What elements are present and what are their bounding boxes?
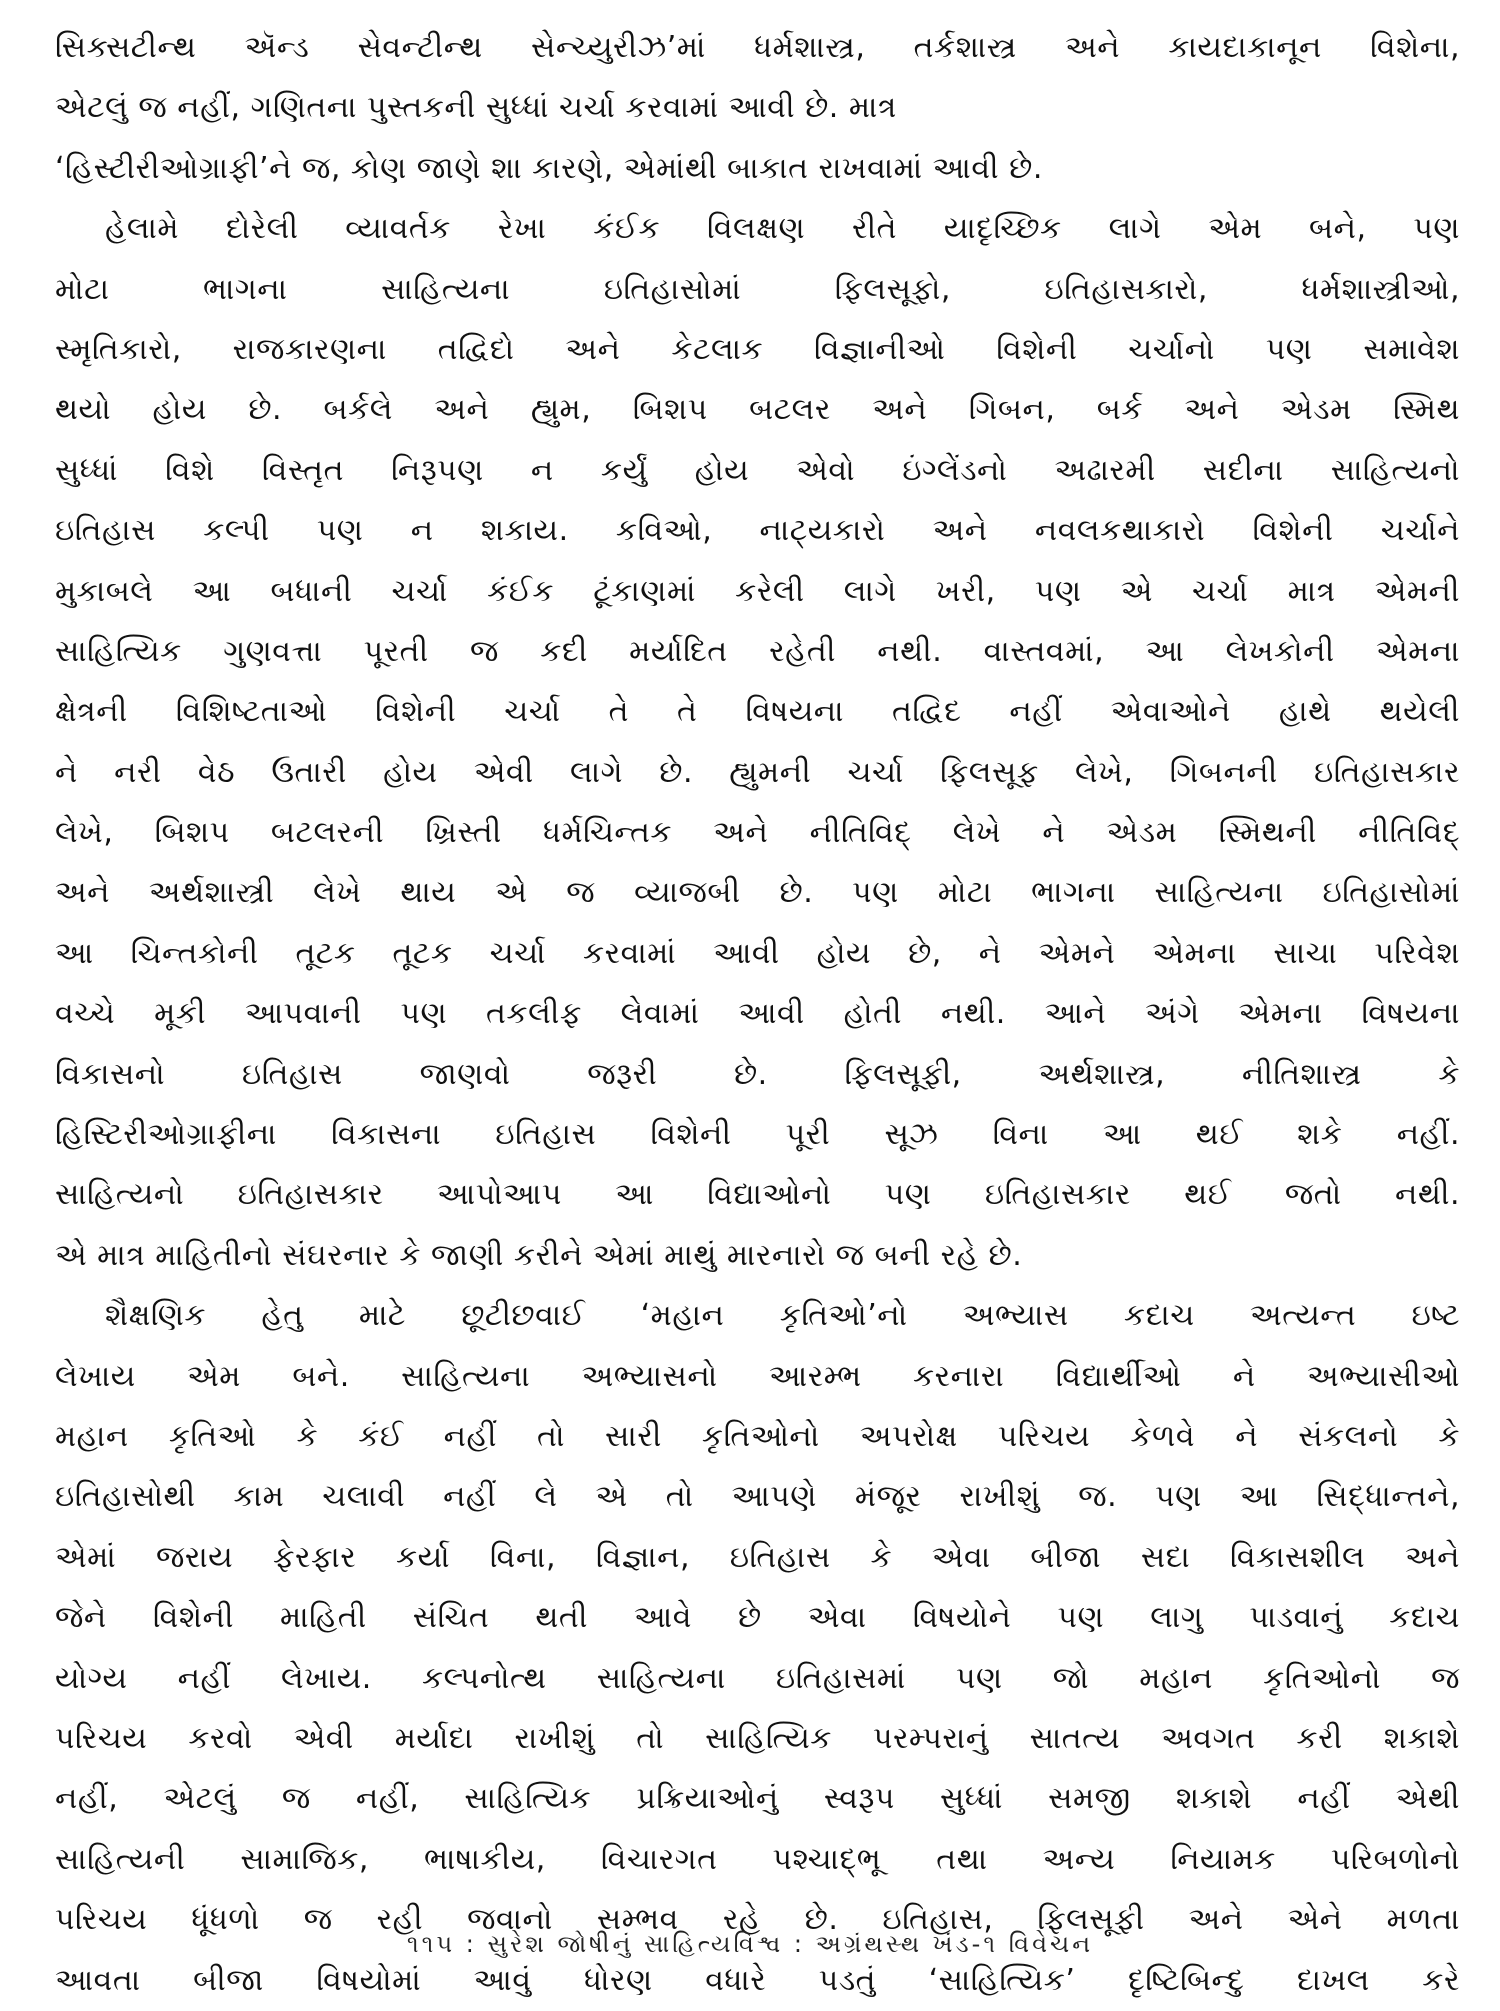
text-line: સ્મૃતિકારો, રાજકારણના તદ્વિદો અને કેટલાક વિજ્ઞાનીઓ વિશેની ચર્ચાનો પણ સમાવેશ xyxy=(55,331,1460,367)
text-line: એમાં જરાય ફેરફાર કર્યા વિના, વિજ્ઞાન, ઇતિહાસ કે એવા બીજા સદા વિકાસશીલ અને xyxy=(55,1539,1460,1575)
text-line: ને નરી વેઠ ઉતારી હોય એવી લાગે છે. હ્યુમની ચર્ચા ફિલસૂફ લેખે, ગિબનની ઇતિહાસકાર xyxy=(55,754,1460,790)
text-line: થયો હોય છે. બર્કલે અને હ્યુમ, બિશપ બટલર અને ગિબન, બર્ક અને એડમ સ્મિથ xyxy=(55,392,1460,428)
text-line: શૈક્ષણિક હેતુ માટે છૂટીછવાઈ ‘મહાન કૃતિઓ’નો અભ્યાસ કદાચ અત્યન્ત ઇષ્ટ xyxy=(105,1298,1460,1334)
text-line: અને અર્થશાસ્ત્રી લેખે થાય એ જ વ્યાજબી છે. પણ મોટા ભાગના સાહિત્યના ઇતિહાસોમાં xyxy=(55,875,1460,911)
text-line: મહાન કૃતિઓ કે કંઈ નહીં તો સારી કૃતિઓનો અપરોક્ષ પરિચય કેળવે ને સંકલનો કે xyxy=(55,1418,1460,1454)
text-line: લેખાય એમ બને. સાહિત્યના અભ્યાસનો આરમ્ભ કરનારા વિદ્યાર્થીઓ ને અભ્યાસીઓ xyxy=(55,1358,1460,1394)
text-line: મોટા ભાગના સાહિત્યના ઇતિહાસોમાં ફિલસૂફો, ઇતિહાસકારો, ધર્મશાસ્ત્રીઓ, xyxy=(55,271,1460,307)
text-line: મુકાબલે આ બધાની ચર્ચા કંઈક ટૂંકાણમાં કરેલી લાગે ખરી, પણ એ ચર્ચા માત્ર એમની xyxy=(55,573,1460,609)
text-line: આવતા બીજા વિષયોમાં આવું ધોરણ વધારે પડતું ‘સાહિત્યિક’ દૃષ્ટિબિન્દુ દાખલ કરે xyxy=(55,1962,1460,1998)
text-line: એટલું જ નહીં, ગણિતના પુસ્તકની સુધ્ધાં ચર્ચા કરવામાં આવી છે. માત્ર xyxy=(55,90,897,126)
text-line: સિક્સટીન્થ ઍન્ડ સેવન્ટીન્થ સેન્ચ્યુરીઝ’માં ધર્મશાસ્ત્ર, તર્કશાસ્ત્ર અને કાયદાકાનૂન વિશેના, xyxy=(55,30,1460,65)
text-line: હેલામે દોરેલી વ્યાવર્તક રેખા કંઈક વિલક્ષણ રીતે યાદૃચ્છિક લાગે એમ બને, પણ xyxy=(105,211,1460,247)
text-line: વચ્ચે મૂકી આપવાની પણ તકલીફ લેવામાં આવી હોતી નથી. આને અંગે એમના વિષયના xyxy=(55,996,1460,1032)
text-line: આ ચિન્તકોની તૂટક તૂટક ચર્ચા કરવામાં આવી હોય છે, ને એમને એમના સાચા પરિવેશ xyxy=(55,935,1460,971)
text-line: એ માત્ર માહિતીનો સંઘરનાર કે જાણી કરીને એમાં માથું મારનારો જ બની રહે છે. xyxy=(55,1237,1023,1273)
text-line: સાહિત્યનો ઇતિહાસકાર આપોઆપ આ વિદ્યાઓનો પણ ઇતિહાસકાર થઈ જતો નથી. xyxy=(55,1177,1460,1213)
text-line: ‘હિસ્ટીરીઓગ્રાફી’ને જ, કોણ જાણે શા કારણે, એમાંથી બાકાત રાખવામાં આવી છે. xyxy=(55,150,1043,186)
text-line: સુધ્ધાં વિશે વિસ્તૃત નિરૂપણ ન કર્યું હોય એવો ઇંગ્લેંડનો અઢારમી સદીના સાહિત્યનો xyxy=(55,452,1460,488)
text-line: જેને વિશેની માહિતી સંચિત થતી આવે છે એવા વિષયોને પણ લાગુ પાડવાનું કદાચ xyxy=(55,1600,1460,1636)
page-footer: ૧૧૫ : સુરેશ જોષીનું સાહિત્યવિશ્વ : અગ્રંથસ્થ ખંડ-૧ વિવેચન xyxy=(406,1930,1094,1958)
text-line: યોગ્ય નહીં લેખાય. કલ્પનોત્થ સાહિત્યના ઇતિહાસમાં પણ જો મહાન કૃતિઓનો જ xyxy=(55,1660,1460,1696)
text-line: ઇતિહાસોથી કામ ચલાવી નહીં લે એ તો આપણે મંજૂર રાખીશું જ. પણ આ સિદ્ધાન્તને, xyxy=(55,1479,1460,1515)
text-line: નહીં, એટલું જ નહીં, સાહિત્યિક પ્રક્રિયાઓનું સ્વરૂપ સુધ્ધાં સમજી શકાશે નહીં એથી xyxy=(55,1781,1460,1817)
text-line: લેખે, બિશપ બટલરની ખ્રિસ્તી ધર્મચિન્તક અને નીતિવિદ્ લેખે ને એડમ સ્મિથની નીતિવિદ્ xyxy=(55,815,1460,851)
text-line: ક્ષેત્રની વિશિષ્ટતાઓ વિશેની ચર્ચા તે તે વિષયના તદ્વિદ નહીં એવાઓને હાથે થયેલી xyxy=(55,694,1460,730)
text-line: સાહિત્યિક ગુણવત્તા પૂરતી જ કદી મર્યાદિત રહેતી નથી. વાસ્તવમાં, આ લેખકોની એમના xyxy=(55,633,1460,669)
text-line: પરિચય ધૂંધળો જ રહી જવાનો સમ્ભવ રહે છે. ઇતિહાસ, ફિલસૂફી અને એને મળતા xyxy=(55,1902,1460,1938)
body-text xyxy=(55,18,1460,2011)
text-line: હિસ્ટિરીઓગ્રાફીના વિકાસના ઇતિહાસ વિશેની પૂરી સૂઝ વિના આ થઈ શકે નહીં. xyxy=(55,1117,1460,1153)
text-line: પરિચય કરવો એવી મર્યાદા રાખીશું તો સાહિત્યિક પરમ્પરાનું સાતત્ય અવગત કરી શકાશે xyxy=(55,1720,1460,1756)
text-line: સાહિત્યની સામાજિક, ભાષાકીય, વિચારગત પશ્ચાદ્ભૂ તથા અન્ય નિયામક પરિબળોનો xyxy=(55,1841,1460,1877)
text-line: વિકાસનો ઇતિહાસ જાણવો જરૂરી છે. ફિલસૂફી, અર્થશાસ્ત્ર, નીતિશાસ્ત્ર કે xyxy=(55,1056,1460,1092)
text-line: ઇતિહાસ કલ્પી પણ ન શકાય. કવિઓ, નાટ્યકારો અને નવલકથાકારો વિશેની ચર્ચાને xyxy=(55,513,1460,549)
